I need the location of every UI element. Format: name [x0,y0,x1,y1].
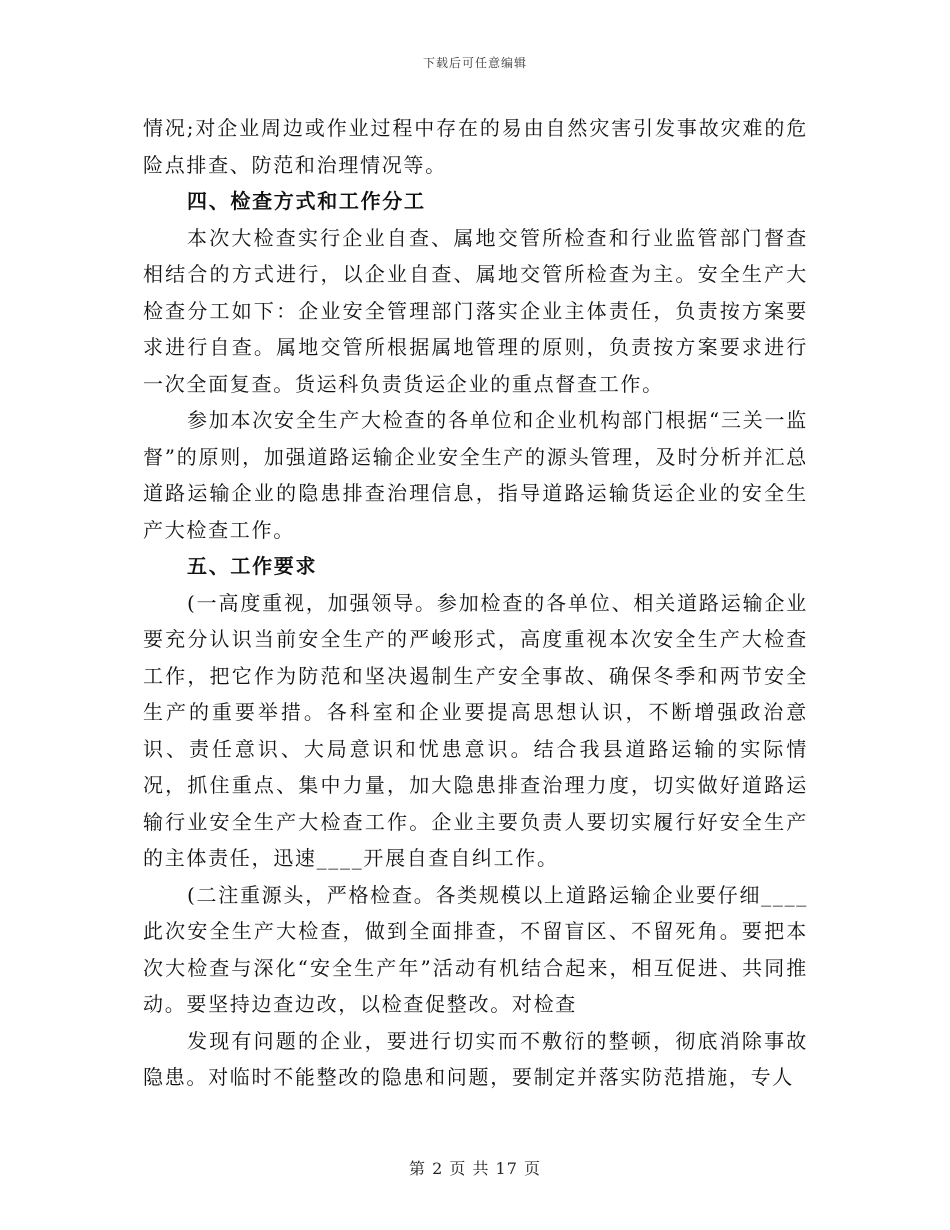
paragraph-requirement-1: (一高度重视，加强领导。参加检查的各单位、相关道路运输企业要充分认识当前安全生产的严峻形式，高度重视本次安全生产大检查工作，把它作为防范和坚决遏制生产安全事故、确保冬季和两节安全生产的重要举措。各科室和企业要提高思想认识，不断增强政治意识、责任意识、大局意识和忧患意识。结合我县道路运输的实际情况，抓住重点、集中力量，加大隐患排查治理力度，切实做好道路运输行业安全生产大检查工作。企业主要负责人要切实履行好安全生产的主体责任，迅速____开展自查自纠工作。 [143,590,808,870]
section-heading-5: 五、工作要求 [187,554,318,578]
paragraph-participants: 参加本次安全生产大检查的各单位和企业机构部门根据“三关一监督”的原则，加强道路运输企业安全生产的源头管理，及时分析并汇总道路运输企业的隐患排查治理信息，指导道路运输货运企业的安全生产大检查工作。 [143,408,808,542]
document-body [143,110,808,1096]
page-number-footer: 第 2 页 共 17 页 [409,1159,541,1178]
section-heading-4: 四、检查方式和工作分工 [187,189,426,213]
paragraph-inspection-method: 本次大检查实行企业自查、属地交管所检查和行业监管部门督查相结合的方式进行，以企业自查、属地交管所检查为主。安全生产大检查分工如下：企业安全管理部门落实企业主体责任，负责按方案要求进行自查。属地交管所根据属地管理的原则，负责按方案要求进行一次全面复查。货运科负责货运企业的重点督查工作。 [143,225,808,396]
paragraph-continuation: 情况;对企业周边或作业过程中存在的易由自然灾害引发事故灾难的危险点排查、防范和治理情况等。 [143,116,808,177]
paragraph-rectification: 发现有问题的企业，要进行切实而不敷衍的整顿，彻底消除事故隐患。对临时不能整改的隐患和问题，要制定并落实防范措施，专人 [143,1028,808,1089]
paragraph-requirement-2: (二注重源头，严格检查。各类规模以上道路运输企业要仔细____此次安全生产大检查，做到全面排查，不留盲区、不留死角。要把本次大检查与深化“安全生产年”活动有机结合起来，相互促进、共同推动。要坚持边查边改，以检查促整改。对检查 [143,882,808,1016]
header-note: 下载后可任意编辑 [422,56,527,70]
